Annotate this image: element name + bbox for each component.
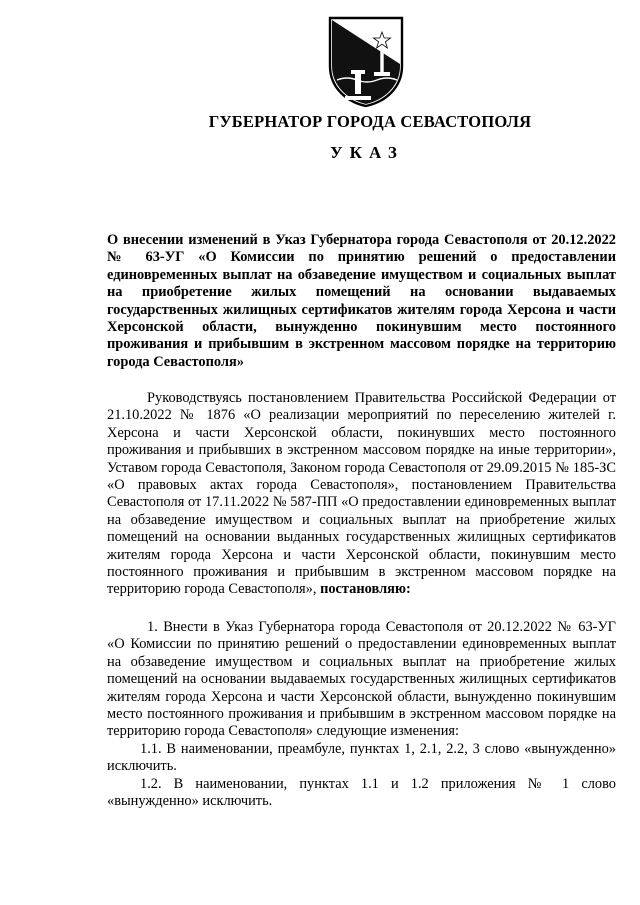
- preamble-text: Руководствуясь постановлением Правительства Российской Федерации от 21.10.2022 № 1876 «О реализации мероприятий по переселению жителей г. Херсона и части Херсонской области, покинувших место постоянного проживания и прибывших в экстренном массовом порядке на иные территории», Уставом города Севастополя, Законом города Севастополя от 29.09.2015 № 185-ЗС «О правовых актах города Севастополя», постановлением Правительства Севастополя от 17.11.2022 № 587-ПП «О предоставлении единовременных выплат на обзаведение имуществом и социальных выплат на приобретение жилых помещений на основании выданных государственных жилищных сертификатов жителям города Херсона и части Херсонской области, покинувшим место постоянного проживания и прибывшим в экстренном массовом порядке на территорию города Севастополя»,: [107, 390, 616, 598]
- issuing-authority: ГУБЕРНАТОР ГОРОДА СЕВАСТОПОЛЯ: [208, 112, 532, 131]
- item-1-2: 1.2. В наименовании, пунктах 1.1 и 1.2 приложения № 1 слово «вынужденно» исключить.: [107, 775, 616, 809]
- document-type: УКАЗ: [330, 143, 404, 162]
- coat-of-arms-icon: [327, 16, 405, 108]
- decision-word: постановляю:: [320, 581, 411, 598]
- item-1: 1. Внести в Указ Губернатора города Севастополя от 20.12.2022 № 63-УГ «О Комиссии по принятию решений о предоставлении единовременных выплат на обзаведение имуществом и социальных выплат на приобретение жилых помещений на основании выдаваемых государственных жилищных сертификатов жителям города Херсона и части Херсонской области, вынужденно покинувшим место постоянного проживания и прибывшим в экстренном массовом порядке на территорию города Севастополя» следующие изменения:: [107, 618, 616, 740]
- paragraph-gap: [107, 599, 616, 619]
- decree-title: О внесении изменений в Указ Губернатора города Севастополя от 20.12.2022 № 63-УГ «О Комиссии по принятию решений о предоставлении единовременных выплат на обзаведение имуществом и социальных выплат на приобретение жилых помещений на основании выдаваемых государственных жилищных сертификатов жителям города Херсона и части Херсонской области, вынужденно покинувшим место постоянного проживания и прибывшим в экстренном массовом порядке на территорию города Севастополя»: [107, 232, 616, 370]
- item-1-1: 1.1. В наименовании, преамбуле, пунктах 1, 2.1, 2.2, 3 слово «вынужденно» исключить.: [107, 740, 616, 775]
- preamble-paragraph: [107, 390, 616, 599]
- decree-body: [107, 390, 616, 810]
